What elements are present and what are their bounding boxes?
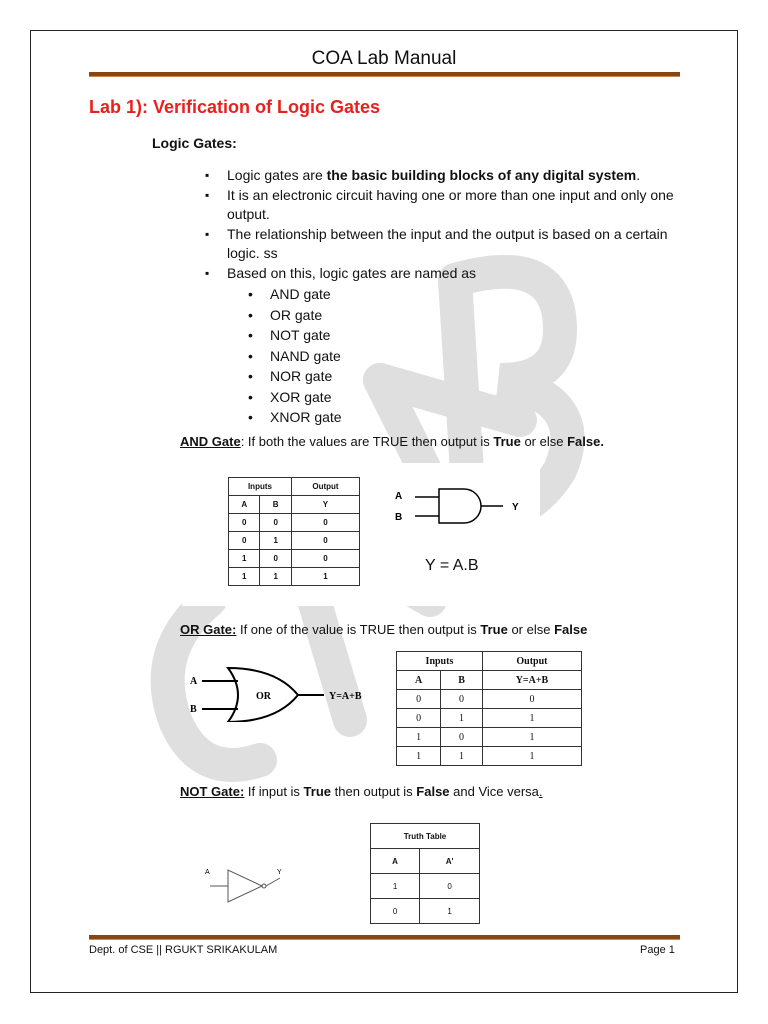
- and-gate-symbol: [392, 483, 532, 553]
- and-equation: Y = A.B: [425, 557, 479, 574]
- page-header-title: COA Lab Manual: [311, 48, 457, 69]
- header-rule: [89, 72, 680, 76]
- or-gate-symbol: [186, 662, 386, 722]
- table-row: 0 1 0: [229, 532, 360, 550]
- and-gate-heading: AND Gate: [180, 434, 241, 449]
- section-title: Logic Gates:: [152, 135, 237, 151]
- gate-list-item: • NOT gate: [248, 325, 342, 346]
- footer-page-number: Page 1: [640, 944, 675, 956]
- table-row: 1 1 1: [229, 568, 360, 586]
- svg-text:B: B: [395, 512, 403, 523]
- svg-text:A: A: [190, 676, 198, 687]
- table-row: 0 0 0: [229, 514, 360, 532]
- and-truth-table: Inputs Output A B Y 0 0 0 0 1 0 1 0 0 1 1 1: [228, 477, 360, 586]
- gate-list-item: • NOR gate: [248, 366, 342, 387]
- or-gate-heading: OR Gate:: [180, 622, 237, 637]
- bullet-item: ▪ It is an electronic circuit having one or more than one input and only one output.: [205, 186, 695, 224]
- gate-list-item: • NAND gate: [248, 346, 342, 367]
- or-truth-table: Inputs Output A B Y=A+B 0 0 0 0 1 1 1 0 1 1 1 1: [396, 651, 582, 766]
- table-row: 1 1 1: [397, 747, 582, 766]
- table-row: 0 0 0: [397, 690, 582, 709]
- not-truth-table: Truth Table A A' 1 0 0 1: [370, 823, 480, 924]
- footer-rule: [89, 935, 680, 939]
- lab-title: Lab 1): Verification of Logic Gates: [89, 97, 381, 117]
- bullet-item: ▪ Based on this, logic gates are named as: [205, 264, 695, 283]
- bullet-item: ▪ Logic gates are the basic building blocks of any digital system.: [205, 166, 695, 185]
- and-gate-figure: [182, 463, 540, 606]
- not-gate-description: NOT Gate: If input is True then output is False and Vice versa.: [180, 784, 543, 799]
- svg-text:OR: OR: [256, 691, 271, 702]
- svg-text:Y=A+B: Y=A+B: [329, 691, 362, 702]
- svg-text:A: A: [205, 869, 210, 876]
- svg-text:B: B: [190, 704, 197, 715]
- gate-list-item: • AND gate: [248, 284, 342, 305]
- not-gate-heading: NOT Gate:: [180, 784, 245, 799]
- gate-list-item: • OR gate: [248, 305, 342, 326]
- table-row: 1 0 0: [229, 550, 360, 568]
- and-gate-description: AND Gate: If both the values are TRUE then output is True or else False.: [180, 434, 604, 449]
- intro-bullet-list: [205, 166, 695, 284]
- table-row: 1 0 1: [397, 728, 582, 747]
- gate-list: [248, 284, 342, 428]
- svg-text:A: A: [395, 491, 403, 502]
- not-gate-symbol: [200, 862, 300, 908]
- table-row: 1 0: [371, 874, 480, 899]
- table-row: 0 1: [371, 899, 480, 924]
- bullet-item: ▪ The relationship between the input and the output is based on a certain logic. ss: [205, 225, 695, 263]
- footer-department: Dept. of CSE || RGUKT SRIKAKULAM: [89, 944, 278, 956]
- table-row: 0 1 1: [397, 709, 582, 728]
- gate-list-item: • XNOR gate: [248, 407, 342, 428]
- or-gate-description: OR Gate: If one of the value is TRUE then output is True or else False: [180, 622, 588, 637]
- svg-text:Y: Y: [277, 869, 282, 876]
- svg-text:Y: Y: [512, 502, 519, 513]
- gate-list-item: • XOR gate: [248, 387, 342, 408]
